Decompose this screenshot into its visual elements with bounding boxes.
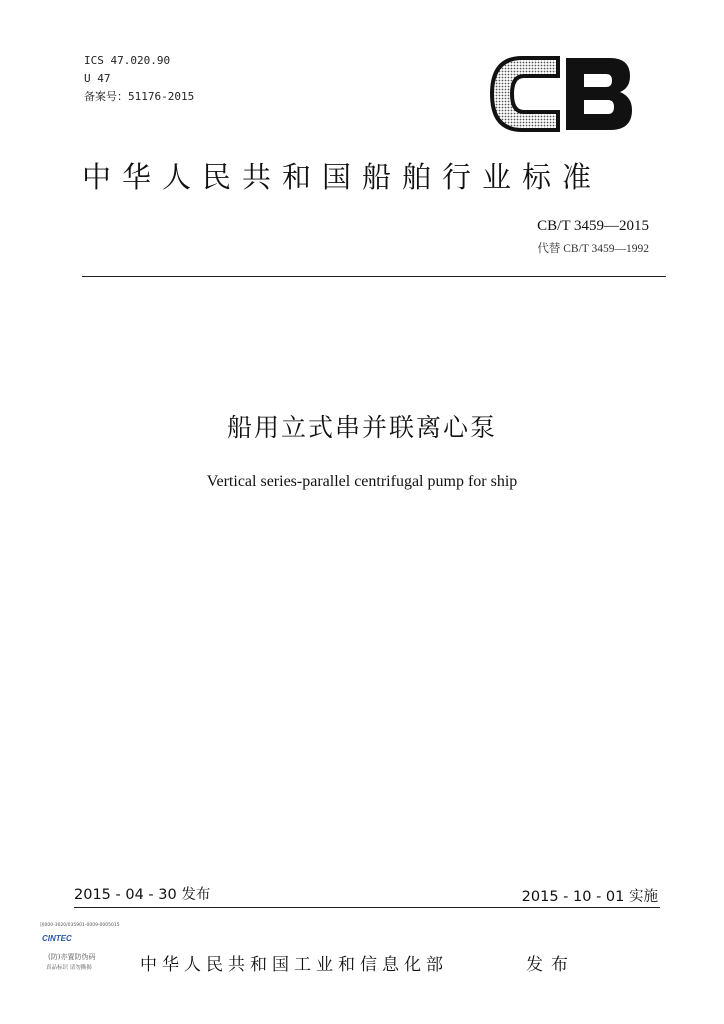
class-code: U 47: [84, 72, 111, 85]
anti-counterfeit-label: (防)亦置防伪码: [48, 953, 96, 961]
document-title-cn: 船用立式串并联离心泵: [226, 413, 497, 442]
anti-counterfeit-serial: 国000-3020/035901-0009-0005015: [40, 923, 120, 928]
document-title-en: Vertical series-parallel centrifugal pump for ship: [206, 473, 518, 490]
record-number: 备案号：51176-2015: [84, 90, 195, 103]
issuing-authority: 中华人民共和国工业和信息化部: [140, 955, 448, 975]
anti-counterfeit-note: 真品标识 请勿撕揭: [46, 965, 92, 971]
implementation-date: 2015 - 10 - 01 实施: [521, 889, 658, 905]
issue-action: 发布: [526, 955, 576, 975]
footer-divider: [74, 907, 660, 908]
cb-logo: [486, 52, 636, 136]
issue-date: 2015 - 04 - 30 发布: [74, 887, 211, 903]
standard-category-title: 中华人民共和国船舶行业标准: [82, 160, 603, 194]
meta-block: [84, 52, 194, 106]
replaces-standard: 代替 CB/T 3459—1992: [537, 243, 649, 255]
anti-counterfeit-logo: CINTEC: [42, 934, 72, 943]
header-divider: [82, 276, 666, 277]
standard-number: CB/T 3459—2015: [537, 218, 649, 234]
ics-code: ICS 47.020.90: [84, 54, 171, 67]
